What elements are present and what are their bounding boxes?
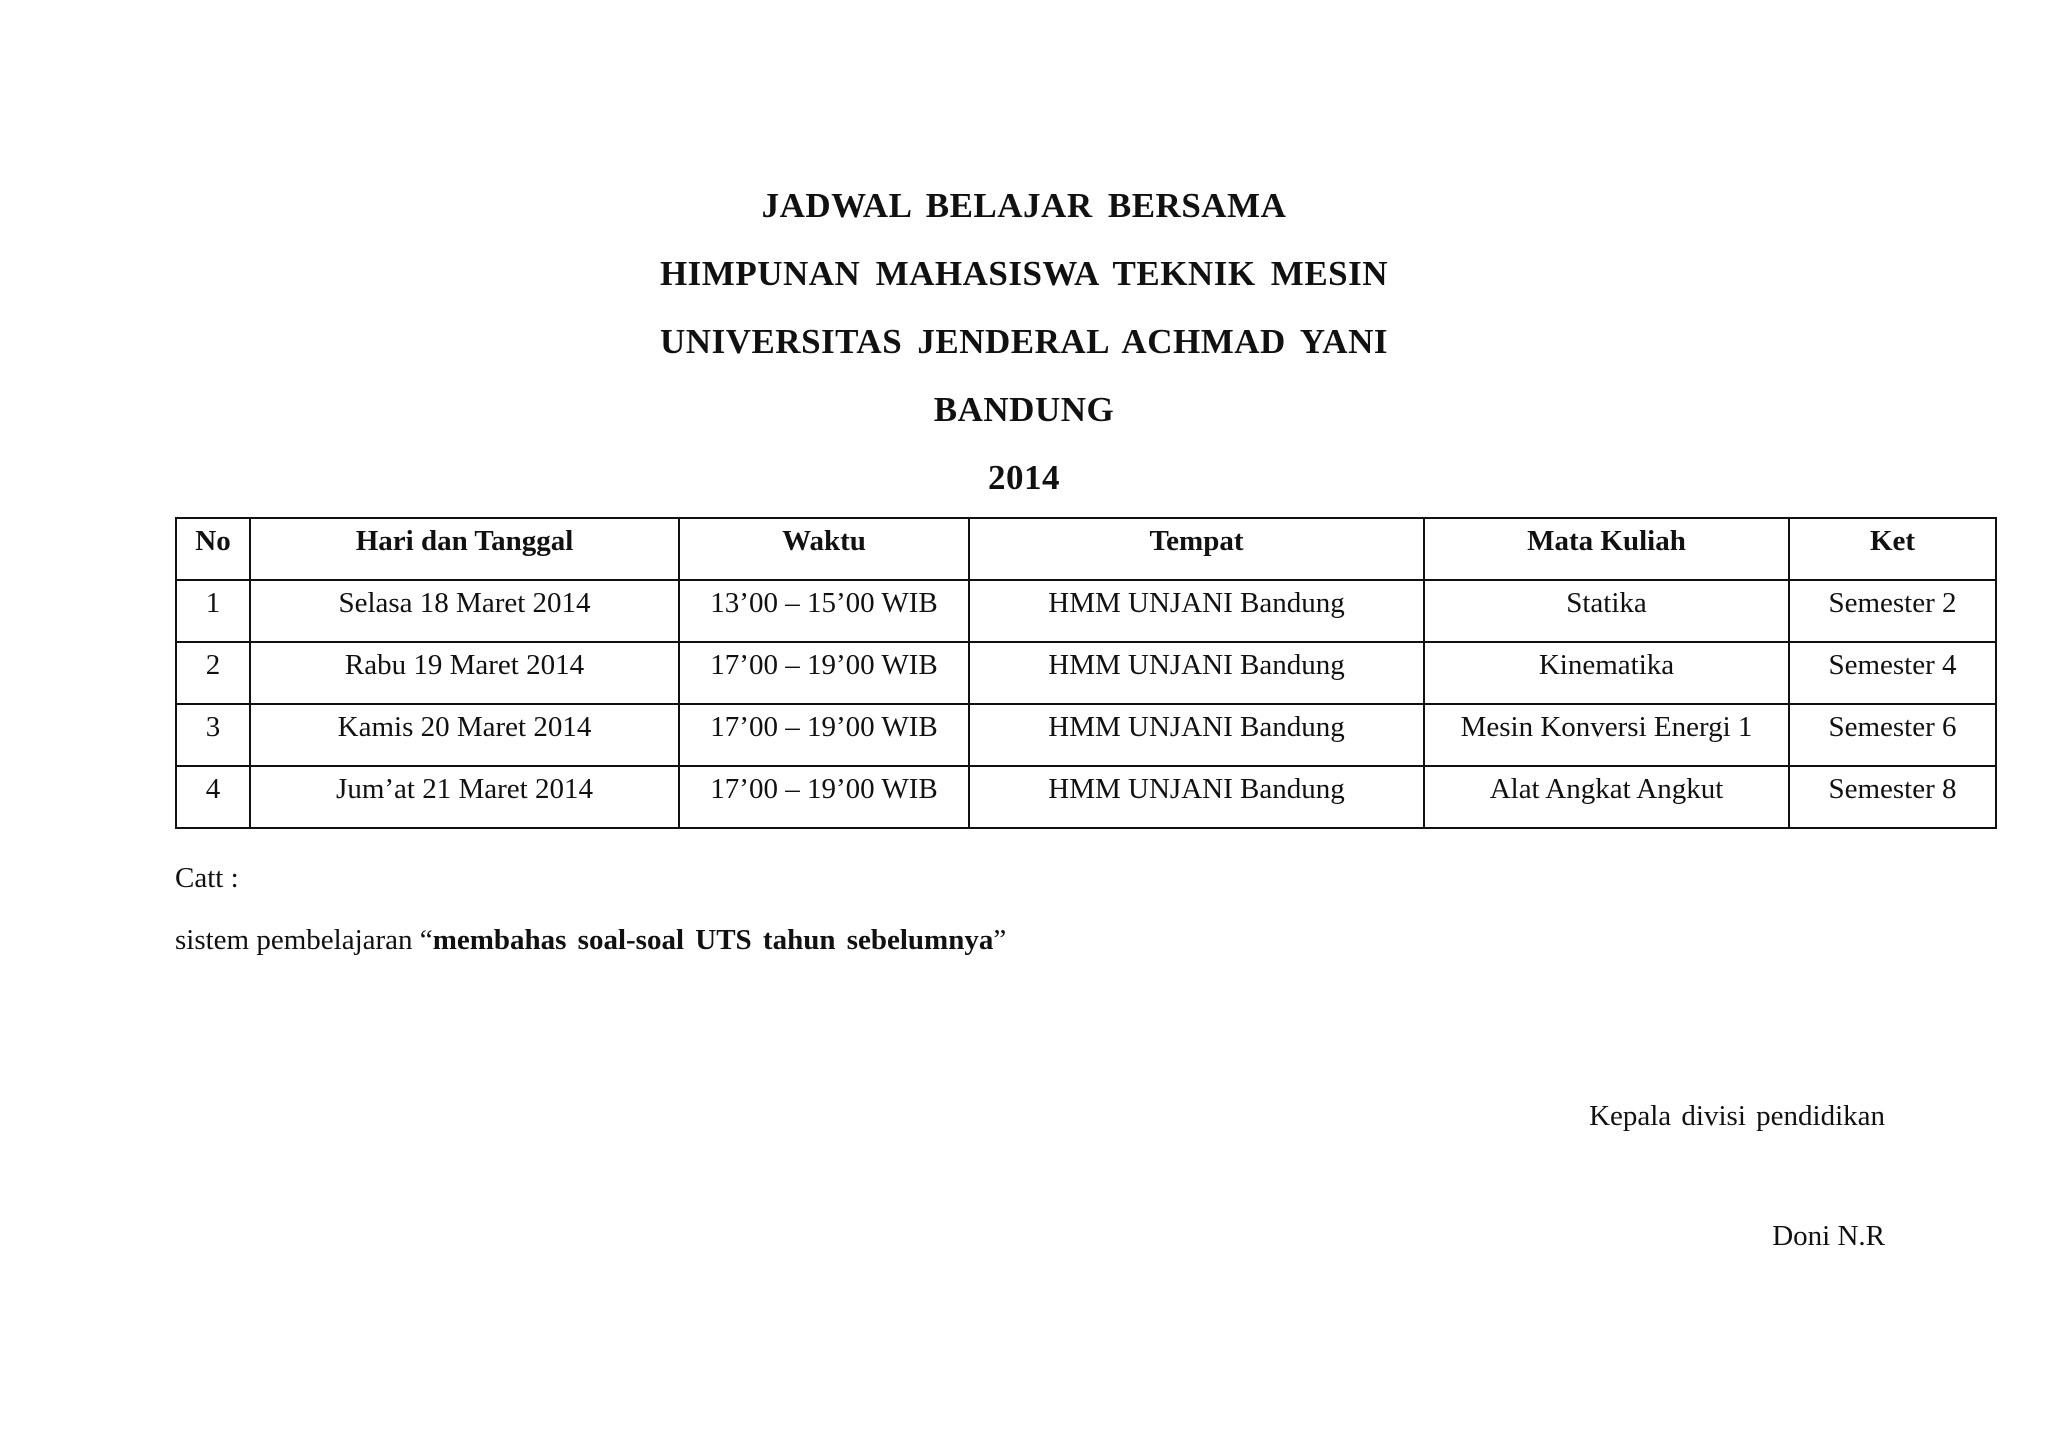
note-text — [175, 924, 1006, 957]
column-header-time: Waktu — [679, 518, 969, 580]
cell-time: 17’00 – 19’00 WIB — [679, 642, 969, 704]
note-label: Catt : — [175, 862, 239, 894]
table-header-row — [176, 518, 1996, 580]
cell-date: Kamis 20 Maret 2014 — [250, 704, 679, 766]
header-organization: HIMPUNAN MAHASISWA TEKNIK MESIN — [659, 254, 1389, 293]
signature-name: Doni N.R — [1772, 1220, 1885, 1252]
column-header-place: Tempat — [969, 518, 1424, 580]
cell-place: HMM UNJANI Bandung — [969, 766, 1424, 828]
cell-time: 13’00 – 15’00 WIB — [679, 580, 969, 642]
table-row — [176, 642, 1996, 704]
cell-no: 3 — [176, 704, 250, 766]
note-suffix: ” — [993, 924, 1007, 956]
note-prefix: sistem pembelajaran “ — [175, 924, 433, 956]
cell-course: Kinematika — [1424, 642, 1789, 704]
cell-place: HMM UNJANI Bandung — [969, 704, 1424, 766]
header-year: 2014 — [988, 458, 1060, 497]
cell-course: Statika — [1424, 580, 1789, 642]
cell-date: Selasa 18 Maret 2014 — [250, 580, 679, 642]
cell-no: 1 — [176, 580, 250, 642]
column-header-no: No — [176, 518, 250, 580]
table-row — [176, 704, 1996, 766]
cell-note: Semester 2 — [1789, 580, 1996, 642]
header-university: UNIVERSITAS JENDERAL ACHMAD YANI — [660, 322, 1388, 361]
note-emphasis: membahas soal-soal UTS tahun sebelumnya — [432, 924, 994, 956]
table-row — [176, 580, 1996, 642]
header-title: JADWAL BELAJAR BERSAMA — [761, 186, 1287, 225]
cell-no: 2 — [176, 642, 250, 704]
cell-no: 4 — [176, 766, 250, 828]
cell-note: Semester 6 — [1789, 704, 1996, 766]
cell-date: Rabu 19 Maret 2014 — [250, 642, 679, 704]
column-header-date: Hari dan Tanggal — [250, 518, 679, 580]
document-header — [0, 172, 2048, 512]
cell-date: Jum’at 21 Maret 2014 — [250, 766, 679, 828]
cell-note: Semester 8 — [1789, 766, 1996, 828]
column-header-note: Ket — [1789, 518, 1996, 580]
cell-course: Alat Angkat Angkut — [1424, 766, 1789, 828]
cell-course: Mesin Konversi Energi 1 — [1424, 704, 1789, 766]
cell-time: 17’00 – 19’00 WIB — [679, 704, 969, 766]
cell-place: HMM UNJANI Bandung — [969, 580, 1424, 642]
cell-place: HMM UNJANI Bandung — [969, 642, 1424, 704]
cell-time: 17’00 – 19’00 WIB — [679, 766, 969, 828]
cell-note: Semester 4 — [1789, 642, 1996, 704]
schedule-table — [175, 517, 1997, 829]
table-row — [176, 766, 1996, 828]
header-city: BANDUNG — [933, 390, 1115, 429]
signature-title: Kepala divisi pendidikan — [1589, 1100, 1885, 1132]
column-header-course: Mata Kuliah — [1424, 518, 1789, 580]
